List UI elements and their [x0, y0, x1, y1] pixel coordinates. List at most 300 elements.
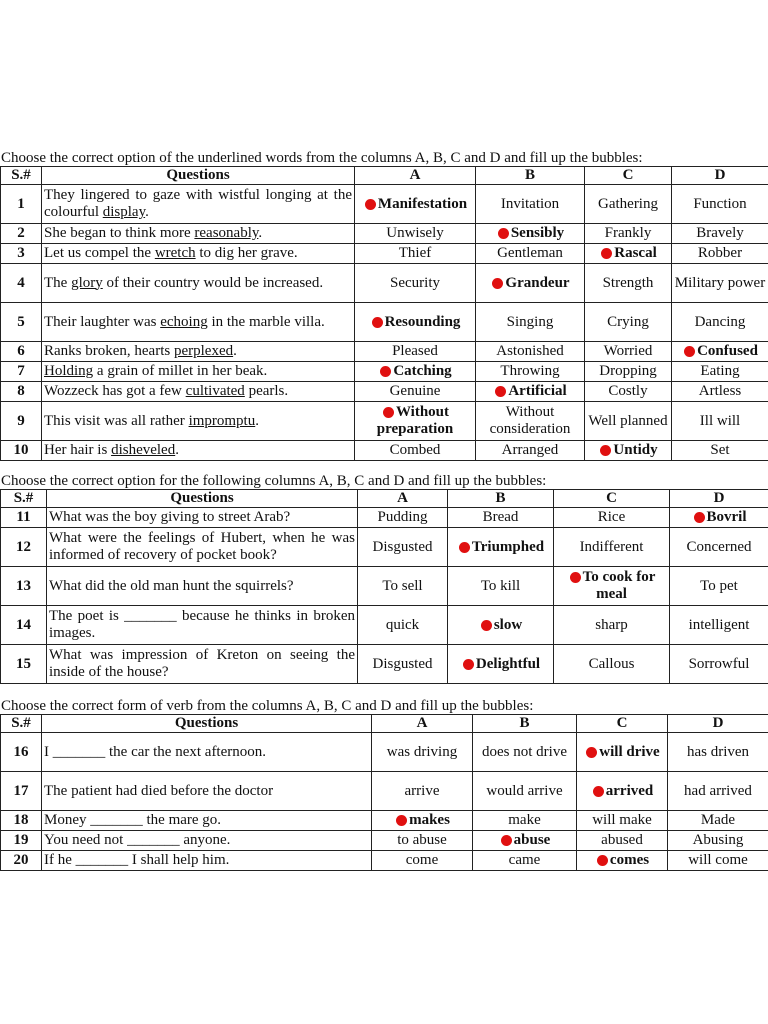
question-row	[1, 224, 768, 244]
question-number: 11	[1, 508, 47, 528]
section-instruction: Choose the correct option of the underlined words from the columns A, B, C and D and fill up the bubbles:	[1, 150, 643, 166]
question-row	[1, 185, 768, 224]
filled-bubble-icon	[498, 228, 509, 239]
filled-bubble-icon	[495, 386, 506, 397]
option-c[interactable]	[585, 244, 672, 264]
question-text	[42, 185, 355, 224]
option-label: makes	[409, 812, 450, 828]
option-label: Untidy	[613, 442, 658, 458]
header-row	[1, 167, 768, 185]
option-c[interactable]	[585, 362, 672, 382]
option-a[interactable]	[358, 645, 448, 684]
option-d[interactable]	[668, 831, 768, 851]
question-text-after: .	[255, 412, 259, 429]
question-number: 6	[1, 342, 42, 362]
question-row	[1, 733, 768, 772]
underlined-word: impromptu	[188, 412, 256, 429]
option-label: Bravely	[696, 225, 744, 241]
option-label: Frankly	[604, 225, 652, 241]
option-b[interactable]	[448, 528, 554, 567]
option-c[interactable]	[554, 567, 670, 606]
question-text	[47, 508, 358, 528]
option-c[interactable]	[554, 508, 670, 528]
option-label: Triumphed	[471, 538, 545, 555]
question-row	[1, 772, 768, 811]
option-label: Strength	[602, 274, 654, 291]
option-label: Singing	[506, 313, 554, 330]
option-label: sharp	[595, 616, 628, 633]
filled-bubble-icon	[501, 835, 512, 846]
question-text-before: The	[44, 274, 72, 291]
question-text-before: What did the old man hunt the squirrels?	[49, 577, 294, 594]
option-b[interactable]	[448, 645, 554, 684]
filled-bubble-icon	[684, 346, 695, 357]
option-d[interactable]	[668, 851, 768, 871]
option-c[interactable]	[577, 811, 668, 831]
question-row	[1, 831, 768, 851]
option-d[interactable]	[672, 362, 768, 382]
question-row	[1, 362, 768, 382]
option-b[interactable]	[476, 244, 585, 264]
option-a[interactable]	[355, 342, 476, 362]
option-c[interactable]	[585, 224, 672, 244]
option-label: comes	[609, 852, 650, 868]
filled-bubble-icon	[383, 407, 394, 418]
option-c[interactable]	[585, 441, 672, 461]
option-a[interactable]	[358, 528, 448, 567]
question-row	[1, 645, 768, 684]
option-a[interactable]	[358, 567, 448, 606]
option-d[interactable]	[672, 244, 768, 264]
question-row	[1, 811, 768, 831]
section-instruction: Choose the correct form of verb from the columns A, B, C and D and fill up the bubbles:	[1, 698, 534, 714]
question-text-before: The patient had died before the doctor	[44, 782, 274, 799]
question-text-before: Wozzeck has got a few	[44, 383, 186, 399]
option-d[interactable]	[672, 402, 768, 441]
header-option-b: B	[473, 715, 577, 733]
question-text	[42, 402, 355, 441]
option-b[interactable]	[476, 342, 585, 362]
underlined-word: echoing	[160, 313, 208, 330]
option-label: Invitation	[500, 195, 560, 212]
option-label: Military power	[674, 274, 766, 291]
option-label: quick	[385, 616, 420, 633]
question-text-before: You need not _______ anyone.	[44, 832, 231, 848]
header-option-a: A	[358, 490, 448, 508]
question-number: 15	[1, 645, 47, 684]
option-label: Artificial	[508, 383, 567, 399]
option-b[interactable]	[473, 851, 577, 871]
option-label: Costly	[608, 383, 648, 399]
option-label: Set	[710, 442, 730, 458]
question-text	[47, 606, 358, 645]
option-label: does not drive	[482, 743, 567, 760]
filled-bubble-icon	[694, 512, 705, 523]
question-number: 8	[1, 382, 42, 402]
option-d[interactable]	[670, 606, 768, 645]
filled-bubble-icon	[492, 278, 503, 289]
option-a[interactable]	[355, 402, 476, 441]
question-text-before: What were the feelings of Hubert, when he was informed of recovery of pocket book?	[49, 530, 355, 563]
question-text-after: a grain of millet in her beak.	[93, 363, 268, 379]
question-table	[0, 166, 768, 461]
option-label: Without preparation	[376, 404, 454, 437]
option-d[interactable]	[670, 567, 768, 606]
option-label: To kill	[480, 577, 521, 594]
question-text	[42, 811, 372, 831]
option-label: Without consideration	[489, 404, 571, 437]
question-text-before: Let us compel the	[44, 245, 155, 261]
question-number: 2	[1, 224, 42, 244]
option-a[interactable]	[355, 244, 476, 264]
option-label: Function	[693, 195, 747, 212]
option-label: Bovril	[706, 509, 747, 525]
option-label: Ill will	[699, 412, 741, 429]
option-c[interactable]	[585, 382, 672, 402]
option-a[interactable]	[355, 382, 476, 402]
option-label: arrive	[404, 782, 440, 799]
option-c[interactable]	[577, 733, 668, 772]
option-label: Manifestation	[377, 195, 468, 212]
filled-bubble-icon	[600, 445, 611, 456]
option-b[interactable]	[476, 224, 585, 244]
header-option-a: A	[355, 167, 476, 185]
option-label: Thief	[398, 245, 432, 261]
header-serial: S.#	[1, 715, 42, 733]
question-number: 13	[1, 567, 47, 606]
question-text	[42, 851, 372, 871]
underlined-word: wretch	[154, 245, 196, 261]
option-d[interactable]	[672, 303, 768, 342]
option-label: Worried	[603, 343, 653, 359]
option-label: Disgusted	[372, 538, 433, 555]
underlined-word: disheveled	[111, 442, 176, 458]
question-text	[47, 528, 358, 567]
option-a[interactable]	[355, 264, 476, 303]
header-serial: S.#	[1, 167, 42, 185]
option-d[interactable]	[670, 528, 768, 567]
option-label: Well planned	[588, 412, 668, 429]
question-text	[42, 362, 355, 382]
option-c[interactable]	[585, 342, 672, 362]
section-comprehension	[0, 473, 768, 684]
question-text	[47, 645, 358, 684]
underlined-word: perplexed	[173, 343, 234, 359]
option-c[interactable]	[554, 645, 670, 684]
option-d[interactable]	[672, 382, 768, 402]
option-a[interactable]	[355, 224, 476, 244]
question-number: 9	[1, 402, 42, 441]
option-a[interactable]	[355, 441, 476, 461]
header-option-a: A	[372, 715, 473, 733]
option-label: Security	[390, 274, 440, 291]
option-d[interactable]	[670, 508, 768, 528]
option-label: Made	[700, 812, 736, 828]
header-option-d: D	[668, 715, 768, 733]
question-text-after: .	[258, 225, 263, 241]
question-text	[42, 441, 355, 461]
option-a[interactable]	[355, 362, 476, 382]
header-option-d: D	[672, 167, 768, 185]
option-label: Catching	[393, 363, 452, 379]
option-label: To sell	[382, 577, 423, 594]
option-label: Callous	[588, 655, 635, 672]
option-label: abuse	[513, 832, 551, 848]
option-label: Concerned	[686, 538, 752, 555]
question-number: 20	[1, 851, 42, 871]
underlined-word: glory	[71, 274, 103, 291]
option-label: Disgusted	[372, 655, 433, 672]
option-label: Resounding	[384, 313, 461, 330]
question-number: 14	[1, 606, 47, 645]
option-b[interactable]	[476, 264, 585, 303]
underlined-word: cultivated	[185, 383, 245, 399]
header-questions: Questions	[47, 490, 358, 508]
option-label: Eating	[700, 363, 740, 379]
filled-bubble-icon	[481, 620, 492, 631]
option-b[interactable]	[476, 441, 585, 461]
option-d[interactable]	[672, 342, 768, 362]
question-text	[42, 303, 355, 342]
question-table	[0, 714, 768, 871]
question-row	[1, 244, 768, 264]
option-label: Astonished	[496, 343, 564, 359]
section-synonyms	[0, 150, 768, 461]
question-row	[1, 342, 768, 362]
option-label: Sorrowful	[688, 655, 750, 672]
option-label: To pet	[700, 577, 738, 594]
underlined-word: Holding	[44, 363, 94, 379]
option-b[interactable]	[448, 508, 554, 528]
option-a[interactable]	[372, 831, 473, 851]
question-text-before: Her hair is	[44, 442, 112, 458]
option-c[interactable]	[554, 606, 670, 645]
filled-bubble-icon	[463, 659, 474, 670]
option-c[interactable]	[554, 528, 670, 567]
question-text	[42, 733, 372, 772]
option-a[interactable]	[372, 772, 473, 811]
option-a[interactable]	[372, 733, 473, 772]
option-c[interactable]	[585, 264, 672, 303]
filled-bubble-icon	[593, 786, 604, 797]
header-questions: Questions	[42, 715, 372, 733]
question-number: 4	[1, 264, 42, 303]
option-label: Abusing	[692, 832, 744, 848]
option-label: Dancing	[694, 313, 746, 330]
question-text-after: .	[145, 204, 149, 220]
option-b[interactable]	[473, 811, 577, 831]
question-number: 3	[1, 244, 42, 264]
filled-bubble-icon	[396, 815, 407, 826]
question-text-before: I _______ the car the next afternoon.	[44, 743, 267, 760]
question-number: 19	[1, 831, 42, 851]
option-a[interactable]	[372, 811, 473, 831]
question-number: 7	[1, 362, 42, 382]
option-d[interactable]	[672, 441, 768, 461]
question-text-before: What was the boy giving to street Arab?	[49, 509, 291, 525]
header-option-c: C	[554, 490, 670, 508]
filled-bubble-icon	[597, 855, 608, 866]
option-label: Gathering	[598, 195, 658, 212]
option-label: Sensibly	[510, 225, 565, 241]
question-text	[42, 264, 355, 303]
filled-bubble-icon	[380, 366, 391, 377]
question-number: 18	[1, 811, 42, 831]
option-c[interactable]	[585, 402, 672, 441]
option-label: Throwing	[500, 363, 560, 379]
question-text-before: What was impression of Kreton on seeing the inside of the house?	[49, 647, 355, 680]
option-d[interactable]	[672, 224, 768, 244]
option-label: Unwisely	[386, 225, 444, 241]
header-row	[1, 490, 768, 508]
question-text-before: She began to think more	[44, 225, 195, 241]
option-b[interactable]	[476, 185, 585, 224]
option-label: intelligent	[688, 616, 750, 633]
question-number: 10	[1, 441, 42, 461]
option-label: Grandeur	[505, 274, 570, 291]
option-d[interactable]	[672, 264, 768, 303]
option-b[interactable]	[476, 362, 585, 382]
question-number: 17	[1, 772, 42, 811]
header-option-b: B	[448, 490, 554, 508]
filled-bubble-icon	[570, 572, 581, 583]
filled-bubble-icon	[372, 317, 383, 328]
question-text-before: The poet is _______ because he thinks in broken images.	[49, 608, 355, 641]
question-row	[1, 402, 768, 441]
header-serial: S.#	[1, 490, 47, 508]
option-a[interactable]	[372, 851, 473, 871]
question-row	[1, 606, 768, 645]
option-label: would arrive	[486, 782, 563, 799]
question-text-before: Ranks broken, hearts	[44, 343, 174, 359]
option-a[interactable]	[355, 303, 476, 342]
question-text	[47, 567, 358, 606]
option-b[interactable]	[476, 303, 585, 342]
question-text-after: .	[175, 442, 179, 458]
option-label: To cook for meal	[582, 569, 656, 602]
option-label: Artless	[698, 383, 742, 399]
option-b[interactable]	[476, 402, 585, 441]
underlined-word: display	[102, 204, 146, 220]
option-label: will make	[592, 812, 652, 828]
question-row	[1, 508, 768, 528]
option-label: will come	[688, 852, 748, 868]
option-label: Dropping	[599, 363, 657, 379]
option-b[interactable]	[448, 606, 554, 645]
option-label: arrived	[605, 782, 654, 799]
option-b[interactable]	[448, 567, 554, 606]
header-row	[1, 715, 768, 733]
option-label: Indifferent	[579, 538, 644, 555]
option-label: had arrived	[684, 782, 752, 799]
question-text-before: Money _______ the mare go.	[44, 812, 222, 828]
option-d[interactable]	[670, 645, 768, 684]
question-text	[42, 831, 372, 851]
filled-bubble-icon	[601, 248, 612, 259]
option-d[interactable]	[668, 772, 768, 811]
option-label: abused	[601, 832, 643, 848]
option-label: has driven	[686, 743, 750, 760]
header-option-b: B	[476, 167, 585, 185]
question-text-after: to dig her grave.	[195, 245, 298, 261]
filled-bubble-icon	[586, 747, 597, 758]
question-row	[1, 851, 768, 871]
question-text-before: They lingered to gaze with wistful longing at the colourful	[44, 187, 352, 220]
filled-bubble-icon	[365, 199, 376, 210]
question-number: 1	[1, 185, 42, 224]
option-b[interactable]	[473, 772, 577, 811]
option-label: Delightful	[475, 655, 541, 672]
question-text-before: If he _______ I shall help him.	[44, 852, 230, 868]
header-option-c: C	[577, 715, 668, 733]
option-a[interactable]	[355, 185, 476, 224]
option-label: make	[508, 812, 541, 828]
question-text-after: .	[233, 343, 237, 359]
option-c[interactable]	[577, 831, 668, 851]
option-label: came	[508, 852, 541, 868]
question-row	[1, 303, 768, 342]
header-option-d: D	[670, 490, 768, 508]
option-b[interactable]	[476, 382, 585, 402]
section-verb-forms	[0, 698, 768, 871]
option-label: to abuse	[397, 832, 447, 848]
question-row	[1, 382, 768, 402]
option-label: Rice	[597, 509, 626, 525]
option-label: Combed	[389, 442, 441, 458]
option-b[interactable]	[473, 831, 577, 851]
option-a[interactable]	[358, 508, 448, 528]
option-c[interactable]	[577, 772, 668, 811]
option-d[interactable]	[668, 733, 768, 772]
question-text	[42, 772, 372, 811]
option-label: Confused	[697, 343, 758, 359]
option-label: slow	[493, 616, 523, 633]
question-row	[1, 528, 768, 567]
filled-bubble-icon	[459, 542, 470, 553]
question-row	[1, 264, 768, 303]
option-c[interactable]	[585, 185, 672, 224]
option-label: Arranged	[501, 442, 559, 458]
option-label: Crying	[607, 313, 649, 330]
option-c[interactable]	[585, 303, 672, 342]
option-label: Bread	[482, 509, 519, 525]
question-text	[42, 382, 355, 402]
question-text-after: pearls.	[244, 383, 289, 399]
option-d[interactable]	[668, 811, 768, 831]
option-c[interactable]	[577, 851, 668, 871]
question-number: 5	[1, 303, 42, 342]
header-option-c: C	[585, 167, 672, 185]
underlined-word: reasonably	[194, 225, 259, 241]
question-text	[42, 224, 355, 244]
question-text-after: of their country would be increased.	[102, 274, 324, 291]
option-label: Genuine	[389, 383, 441, 399]
option-label: Pudding	[377, 509, 428, 525]
question-table	[0, 489, 768, 684]
question-text-after: in the marble villa.	[207, 313, 325, 330]
question-text	[42, 342, 355, 362]
option-label: was driving	[386, 743, 458, 760]
question-text-before: Their laughter was	[44, 313, 161, 330]
option-d[interactable]	[672, 185, 768, 224]
question-number: 16	[1, 733, 42, 772]
option-label: will drive	[599, 743, 660, 760]
question-row	[1, 567, 768, 606]
section-instruction: Choose the correct option for the following columns A, B, C and D and fill up the bubbles:	[1, 473, 547, 489]
option-a[interactable]	[358, 606, 448, 645]
option-b[interactable]	[473, 733, 577, 772]
option-label: come	[405, 852, 439, 868]
